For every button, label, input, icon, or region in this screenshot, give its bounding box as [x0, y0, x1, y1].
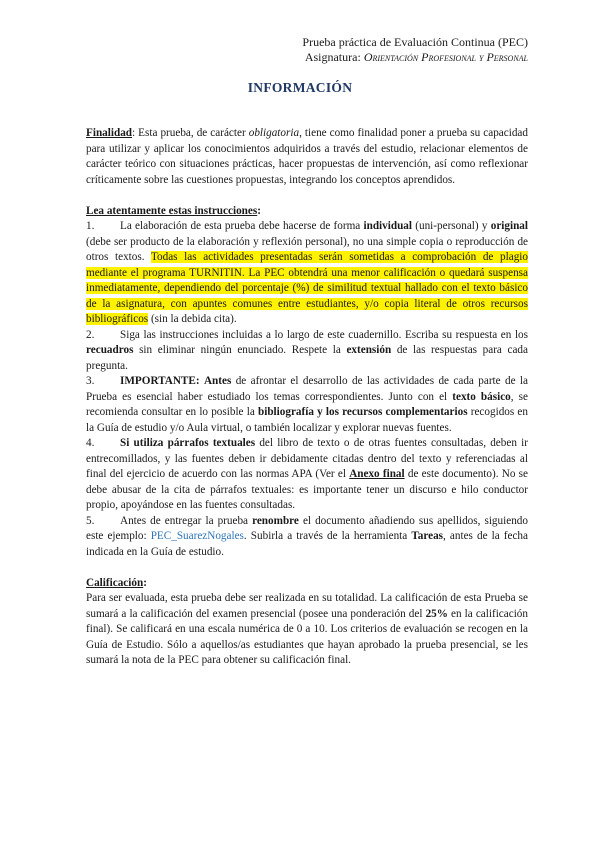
calificacion-heading: Calificación — [86, 576, 144, 589]
item-bold: recuadros — [86, 344, 134, 356]
item-text: recogidos en la Guía de estudio y/o Aula virtual, o también localizar y explorar nuevas fuentes. — [86, 406, 528, 434]
item-bold: individual — [363, 220, 413, 232]
item-text: Siga las instrucciones incluidas a lo largo de este cuadernillo. Escriba su respuesta en los — [120, 328, 528, 341]
finalidad-text-1: : Esta prueba, de carácter — [132, 127, 249, 139]
calificacion-paragraph — [86, 591, 528, 669]
item-bold: IMPORTANTE: — [120, 375, 200, 387]
instrucciones-heading-line — [86, 204, 528, 220]
instruction-item-2 — [86, 328, 528, 375]
item-text: de este documento). No se debe abusar de la cita de párrafos textuales: es importante tener un discurso e hilo conductor propio, apoyándose en las fuentes consultadas. — [86, 468, 528, 511]
instruction-item-4 — [86, 436, 528, 514]
item-text: (debe ser producto de la elaboración y reflexión personal), no una simple copia o reproducción de otros textos. — [86, 235, 528, 263]
document-body — [86, 126, 528, 669]
plagiarism-highlight: Todas las actividades presentadas serán sometidas a comprobación de plagio mediante el programa TURNITIN. La PEC obtendrá una menor calificación o quedará suspensa inmediatamente, dependiendo del porcentaje (%) de similitud textual hallado con el texto básico de la asignatura, con apuntes comunes entre estudiantes, y/o copia literal de otros recursos bibliográficos — [86, 251, 528, 325]
item-text: (sin la debida cita). — [148, 313, 237, 325]
calificacion-heading-line — [86, 576, 528, 592]
calificacion-weight: 25% — [425, 607, 448, 620]
item-text: del libro de texto o de otras fuentes consultadas, deben ir entrecomillados, y las fuentes deben ir debidamente citadas dentro del texto y referenciadas al final del ejercicio de acuerdo con las normas APA (Ver el — [86, 437, 528, 480]
item-text: , antes de la fecha indicada en la Guía de estudio. — [86, 530, 528, 558]
item-text: de afrontar el desarrollo de las actividades de cada parte de la Prueba es esencial haber estudiado los temas correspondientes. Junto con el — [86, 375, 529, 403]
item-bold: extensión — [346, 344, 392, 356]
item-text: el documento añadiendo sus apellidos, siguiendo este ejemplo: — [86, 514, 528, 542]
item-bold: bibliografía y los recursos complementarios — [257, 406, 468, 418]
calificacion-colon: : — [143, 576, 147, 589]
item-text: La elaboración de esta prueba debe hacerse de forma — [120, 220, 364, 232]
instruction-item-5 — [86, 514, 528, 561]
filename-example-link[interactable]: PEC_SuarezNogales — [150, 530, 244, 542]
instruction-item-3 — [86, 374, 528, 436]
item-bold: Antes — [203, 375, 232, 387]
item-bold: Si utiliza párrafos textuales — [120, 437, 256, 449]
header-subject-name: Orientación Profesional y Personal — [363, 50, 528, 64]
item-text: de las respuestas para cada pregunta. — [86, 344, 528, 372]
page-header — [302, 35, 528, 65]
item-text: . Subirla a través de la herramienta — [243, 530, 412, 542]
item-bold: renombre — [252, 514, 299, 527]
item-number: 2. — [86, 328, 95, 341]
header-subject-label: Asignatura: — [304, 50, 364, 64]
item-number: 4. — [86, 437, 95, 449]
header-course-line: Prueba práctica de Evaluación Continua (PEC) — [302, 35, 528, 49]
item-number: 5. — [86, 514, 95, 527]
instrucciones-heading: Lea atentamente estas instrucciones — [86, 204, 258, 217]
finalidad-text-2: , tiene como finalidad poner a prueba su capacidad para utilizar y aplicar los conocimientos adquiridos a través del estudio, relacionar elementos de carácter teórico con situaciones prácticas, hacer propuestas de intervención, así como reflexionar críticamente sobre las cuestiones propuestas, integrando los conceptos aprendidos. — [86, 127, 528, 186]
item-text: (uni-personal) y — [412, 220, 491, 232]
anexo-final-reference: Anexo final — [349, 468, 405, 480]
calificacion-text-1: Para ser evaluada, esta prueba debe ser realizada en su totalidad. La calificación de esta Prueba se sumará a la calificación del examen presencial (posee una ponderación del — [86, 592, 528, 620]
item-bold: original — [490, 220, 529, 232]
item-text: sin eliminar ningún enunciado. Respete la — [133, 344, 347, 356]
page-title: INFORMACIÓN — [247, 80, 353, 95]
finalidad-paragraph — [86, 126, 528, 188]
header-subject-line — [302, 50, 528, 65]
item-text: Antes de entregar la prueba — [120, 514, 253, 527]
instruction-item-1 — [86, 219, 528, 328]
item-bold: Tareas — [411, 530, 444, 542]
item-text: , se recomienda consultar en lo posible la — [86, 390, 528, 418]
calificacion-text-2: en la calificación final). Se calificará en una escala numérica de 0 a 10. Los criterios de evaluación se recogen en la Guía de Estudio. Sólo a aquellos/as estudiantes que hayan aprobado la prueba presencial, se les sumará la nota de la PEC para obtener su calificación final. — [86, 607, 528, 666]
item-number: 1. — [86, 220, 95, 232]
finalidad-emphasis: obligatoria — [248, 127, 300, 139]
item-bold: texto básico — [452, 390, 511, 403]
instrucciones-colon: : — [257, 204, 261, 217]
finalidad-heading: Finalidad — [86, 127, 133, 139]
item-number: 3. — [86, 375, 95, 387]
